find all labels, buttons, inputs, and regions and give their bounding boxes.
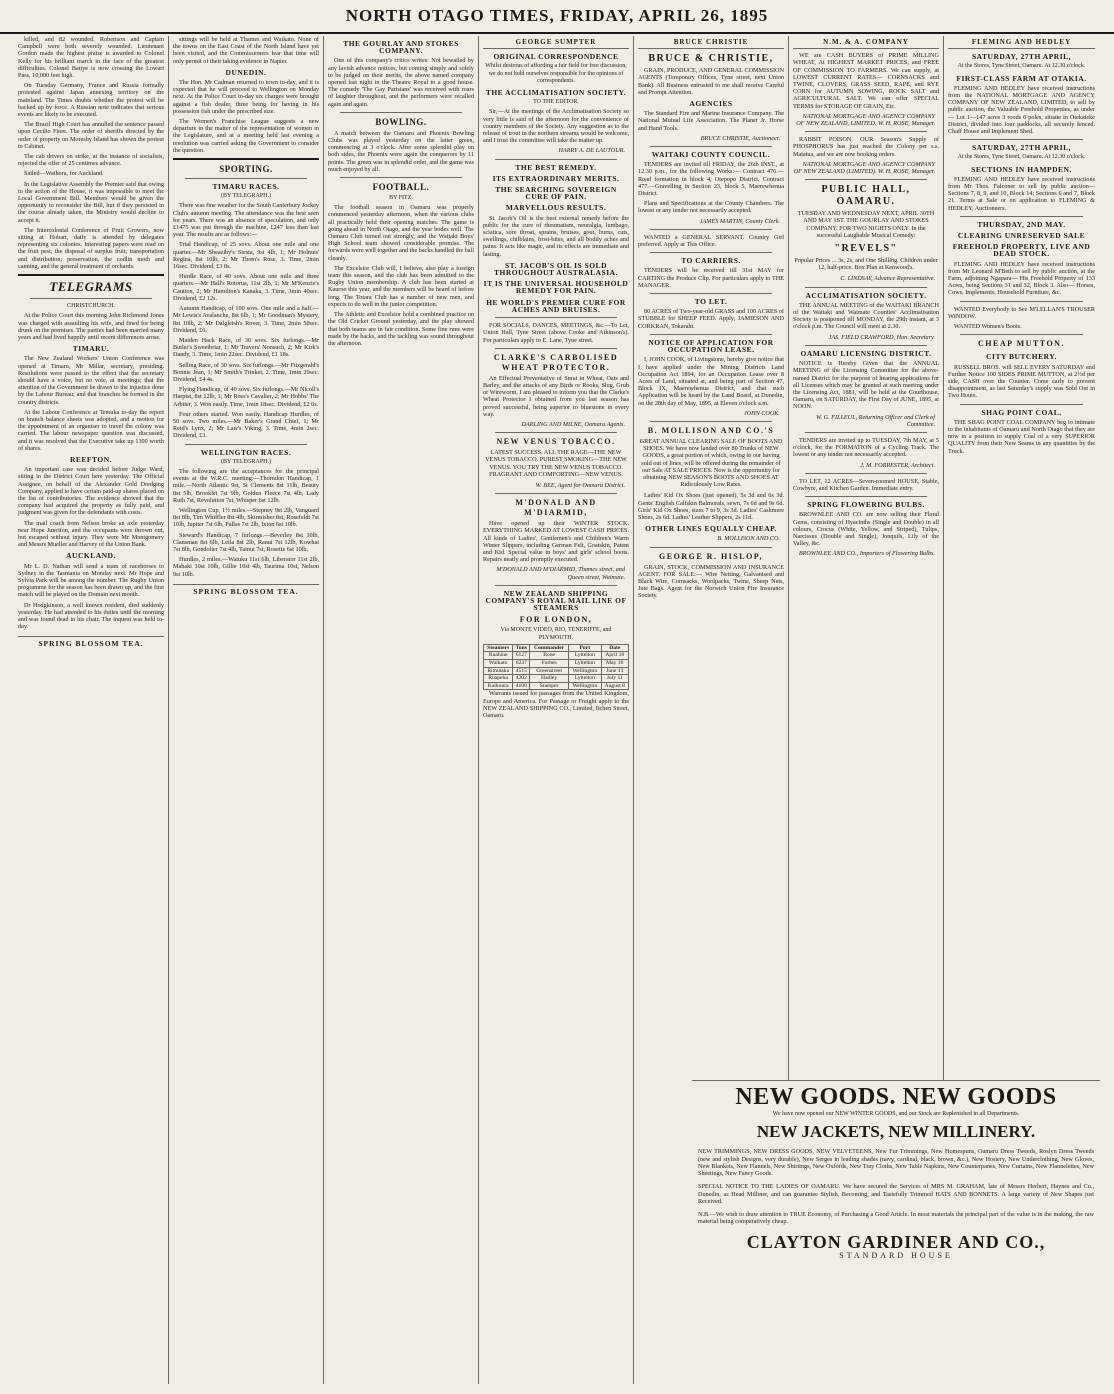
advert-title: FOR LONDON, xyxy=(519,615,593,625)
table-cell: 6237 xyxy=(513,659,530,667)
table-cell: 6127 xyxy=(513,652,530,660)
advert-body: Ladies' Kid Ox Shoes (just opened), 5s 3d and 6s 3d. Gents' English Calfskin Balmorals, sewn, 7s 6d and 9s 6d. Girls' Kid Ox Shoes, sizes 7 to 9, 3s 3d. Ladies' Cashmere Shoes, 2s 6d. Ladies' Leather Slippers, 2s 11d. xyxy=(638,492,784,521)
advert-subheading: At the Stores, Tyne Street, Oamaru. At 12.30 o'clock. xyxy=(957,154,1086,161)
advert-heading: SATURDAY, 27TH APRIL, xyxy=(972,52,1071,62)
article-paragraph: In the Legislative Assembly the Premier said that owing to the action of the House, it was impossible to meet the Local Government Bill. Members would be given the opportunity to reconsider the Bill, but if they persisted in the course already taken, the Ministry would decline to accept it. xyxy=(18,180,164,224)
article-paragraph: An important case was decided before Judge Ward, sitting in the District Court here yesterday. The Official Assignee, on behalf of the Alexander Gold Dredging Company, applied to have certain paid-up shares placed on the list of contributories. The evidence showed that the company had acquired the property as fully paid, and judgment was given for the defendants with costs. xyxy=(18,466,164,517)
advert-heading: THE BEST REMEDY. xyxy=(515,162,597,172)
advert-heading: THURSDAY, 2ND MAY. xyxy=(977,219,1066,229)
advert-body: FLEMING AND HEDLEY have received instructions from Mr Leonard M'Beth to sell by public auction, at the Farm, adjoining Ngapara— His Freehold Property of 133 Acres, being Sections 31 and 32, Block 3. Also— Horses, Cows, Implements, Household Furniture, &c. xyxy=(948,260,1095,297)
acceptances: Steward's Handicap, 7 furlongs.—Beverley 8st 10lb, Clansman 8st 6lb, Leila 8st 2lb, Ranui 7st 12lb, Kowhai 7st 8lb, Gondolier 7st 4lb, Tainui 7st, Rosette 6st 10lb. xyxy=(173,531,319,553)
race-result: Flying Handicap, of 40 sovs. Six furlongs.—Mr Nicoll's Harpist, 8st 12lb, 1; Mr Ross's Cavalier, 2; Mr Hobbs' The Arbiter, 3. Won easily. Time, 1min 18sec. Dividend, £2 6s. xyxy=(173,386,319,408)
divider xyxy=(650,229,772,230)
article-paragraph: Dr Hodgkinson, a well known resident, died suddenly yesterday. He had attended to his duties until the morning and was found dead in his chair. The inquest was held to-day. xyxy=(18,601,164,631)
advert-body: TENDERS will be received till 31st MAY for CARTING the Produce Clip. For particulars apply to THE MANAGER. xyxy=(638,267,784,289)
column-2 xyxy=(169,36,324,1384)
advert-body: N.B.—We wish to draw attention to TRUE Economy, of Purchasing a Good Article. In most materials the principal part of the value is in the making, the raw material being comparatively cheap. xyxy=(698,1211,1094,1226)
table-cell: July 11 xyxy=(601,675,628,683)
divider xyxy=(340,112,462,113)
article-paragraph: Mr L. D. Nathan will send a team of racehorses to Sydney in the Tasmania on Monday next. Mr Hope and Sylvia Park will be among the number. The Rugby Union programme for the season has been drawn up, and the first match will be played on the Domain next month. xyxy=(18,562,164,599)
table-cell: 4100 xyxy=(513,682,530,690)
advert-title: CHEAP MUTTON. xyxy=(978,339,1065,349)
race-result: Autumn Handicap, of 100 sovs. One mile and a half.—Mr Lewis's Avalanche, 8st 6lb, 1; Mr Goodman's Mystery, 8st 10lb, 2; Mr Dalgleish's Rover, 3. Time, 2min 50sec. Dividend, £6. xyxy=(173,305,319,334)
advert-body: WANTED Everybody to See M'LELLAN'S TROUSER WINDOW. xyxy=(948,305,1095,320)
table-cell: May 16 xyxy=(601,659,628,667)
column-3 xyxy=(324,36,479,1384)
dateline: TIMARU. xyxy=(72,344,110,354)
column-1 xyxy=(14,36,169,1384)
advert-body: SPECIAL NOTICE TO THE LADIES OF OAMARU. We have secured the Services of MRS M. GRAHAM, late of Messrs Herbert, Haynes and Co., Dunedin, as Head Milliner, and can guarantee Stylish, Becoming, and Tastefully Trimmed HATS AND BONNETS. A large variety of New Shapes just Received. xyxy=(698,1183,1094,1205)
advert-body: GRAIN, STOCK, COMMISSION AND INSURANCE AGENT. FOR SALE:— Wire Netting, Galvanised and Black Wire, Cornsacks, Woolpacks, Twine, Sheep Nets, Jute Bags. Agent for the Norwich Union Fire Insurance Society. xyxy=(638,563,784,600)
article-paragraph: Sailed—Waihora, for Auckland. xyxy=(24,170,104,178)
signature: J. M. FORRESTER, Architect. xyxy=(860,461,935,469)
divider xyxy=(495,317,617,318)
advert-title: BRUCE & CHRISTIE, xyxy=(648,53,774,65)
advert-heading: TO LET. xyxy=(694,297,728,307)
article-paragraph: The cab drivers on strike, at the instance of socialists, rejected the offer of 25 centimes advance. xyxy=(18,153,164,168)
show-title: "REVELS" xyxy=(834,243,898,255)
advert-title: GEORGE R. HISLOP, xyxy=(659,551,763,561)
signature: DARLING AND MILNE, Oamaru Agents. xyxy=(521,420,625,428)
acceptances: The following are the acceptances for the principal events at the W.R.C. meeting:—Thorndon Handicap, 1 mile.—North Atlantic 9st, St Clements 8st 11lb, Beauty 8st 5lb, Brooklet 7st 9lb, Golden Fleece 7st 4lb, Lady Ruth 7st, Revolution 7st, Whisper 6st 12lb. xyxy=(173,467,319,504)
table-cell: Rimutaka xyxy=(484,667,513,675)
table-cell: Hadley xyxy=(530,675,569,683)
divider xyxy=(650,547,772,548)
advert-heading: AGENCIES xyxy=(689,99,733,109)
advert-heading: OAMARU LICENSING DISTRICT. xyxy=(800,348,932,358)
signature: C. LINDSAY, Advance Representative. xyxy=(840,275,935,283)
advert-heading: IT IS THE UNIVERSAL HOUSEHOLD REMEDY FOR PAIN. xyxy=(483,279,629,296)
article-paragraph: killed, and 82 wounded. Robertson and Captain Campbell were both severely wounded. Lieutenant Gordon made the highest praise is awarded to Colonel Kelly for his brilliant march in the face of the greatest difficulties. Colonel Battye is now crossing the Lowari Pass, 10,000 feet high. xyxy=(18,36,164,80)
advert-heading: SECTIONS IN HAMPDEN. xyxy=(971,164,1072,174)
column-footer-advert: SPRING BLOSSOM TEA. xyxy=(173,584,319,595)
table-cell: Waikato xyxy=(484,659,513,667)
advert-body: TENDERS are invited till FRIDAY, the 26th INST., at 12.30 p.m., for the following Works:— Contract 476.—Road formation in block 4, Otepopo District. Contract 477.—Gravelling in Section 23, block 5, Maerewhenua District. xyxy=(638,161,784,198)
article-heading: THE GOURLAY AND STOKES COMPANY. xyxy=(343,39,459,56)
advert-subheading: Via MONTE VIDEO, RIO, TENERIFFE, and PLYMOUTH. xyxy=(500,627,612,641)
advert-body: THE ANNUAL MEETING of the WAITAKI BRANCH of the Waitaki and Waimate Counties' Acclimatisation Society is postponed till MONDAY, the 29th instant, at 3 o'clock p.m. The Council will meet at 2.30. xyxy=(793,301,939,331)
advert-heading: NOTICE OF APPLICATION FOR OCCUPATION LEASE. xyxy=(648,337,774,355)
advert-body: Popular Prices ... 3s, 2s, and One Shilling. Children under 12, half-price. Box Plan at Kenwood's. xyxy=(794,257,938,272)
dateline: DUNEDIN. xyxy=(225,67,267,77)
column-footer-advert: SPRING BLOSSOM TEA. xyxy=(18,636,164,647)
advert-body: WANTED a GENERAL SERVANT. Country Girl preferred. Apply at This Office. xyxy=(638,233,784,249)
table-cell: June 13 xyxy=(601,667,628,675)
divider xyxy=(18,274,164,276)
column-header: BRUCE CHRISTIE xyxy=(638,36,784,49)
advert-body: GREAT ANNUAL CLEARING SALE OF BOOTS AND SHOES. We have now landed over 80 Trunks of NEW GOODS, a great portion of which, owing to our having sold out of lines, will be offered during the remainder of our Sale AT SALE PRICES. Now is the opportunity for obtaining NEW SEASON'S BOOTS AND SHOES AT Ridiculously Low Rates. xyxy=(639,437,783,489)
acceptances: Hurdles, 2 miles.—Waiuku 11st 6lb, Liberator 11st 2lb, Mahaki 10st 10lb, Gillie 10st 4lb, Taurima 10st, Nelson 9st 10lb. xyxy=(173,556,319,578)
signature: NATIONAL MORTGAGE AND AGENCY COMPANY OF NEW ZEALAND, LIMITED. W. H. ROSE, Manager. xyxy=(796,112,935,128)
dateline: REEFTON. xyxy=(70,454,112,464)
advert-body: RABBIT POISON. OUR Season's Supply of PHOSPHORUS has just reached the Colony per s.s. Matatua, and we are now booking orders. xyxy=(793,136,939,158)
table-cell: Bone xyxy=(530,652,569,660)
advert-body: LATEST SUCCESS. ALL THE RAGE—THE NEW VENUS TOBACCO. PUREST SMOKING—THE NEW VENUS. YOU TRY THE NEW VENUS TOBACCO. FRAGRANT AND COMFORTING—NEW VENUS. xyxy=(485,449,627,478)
advert-title: CLARKE'S CARBOLISED WHEAT PROTECTOR. xyxy=(493,352,619,372)
table-cell: Ruahine xyxy=(484,652,513,660)
signature: B. MOLLISON AND CO. xyxy=(717,535,780,543)
article-heading: FOOTBALL. xyxy=(372,182,430,193)
advert-heading: CLEARING UNRESERVED SALE xyxy=(957,231,1086,241)
article-heading: WELLINGTON RACES. xyxy=(200,447,292,457)
advertiser-subname: STANDARD HOUSE xyxy=(839,1250,953,1260)
advert-heading: FIRST-CLASS FARM AT OTAKIA. xyxy=(956,73,1087,83)
signature: NATIONAL MORTGAGE AND AGENCY COMPANY OF NEW ZEALAND (LIMITED). W. H. ROSE, Manager. xyxy=(793,160,935,176)
signature: BRUCE CHRISTIE, Auctioneer. xyxy=(700,134,780,142)
table-row xyxy=(484,682,629,690)
advert-body: BROWNLEE AND CO. are now selling their Floral Gems, consisting of Hyacinths (Single and Double) in all colours, Crocus (White, Yellow, and Striped), Tulips, Narcissus (Double and Single), Jonquils, Lily of the Valley, &c. xyxy=(793,511,939,548)
divider xyxy=(650,293,772,294)
divider xyxy=(185,178,307,179)
divider xyxy=(805,432,927,433)
divider xyxy=(805,287,927,288)
byline: BY FITZ. xyxy=(389,195,413,202)
advert-heading: WAITAKI COUNTY COUNCIL. xyxy=(651,150,771,160)
signature: W. G. FILLEUL, Returning Officer and Clerk of Committee. xyxy=(815,413,935,428)
article-heading: ORIGINAL CORRESPONDENCE xyxy=(493,52,619,62)
race-result: Hurdle Race, of 40 sovs. About one mile and three quarters.—Mr Hall's Rotorua, 11st 2lb, 1; Mr M'Kenzie's Caution, 2; Mr Hamilton's Kanaka, 3. Time, 3min 40sec. Dividend, £2 12s. xyxy=(173,273,319,302)
article-paragraph: The Intercolonial Conference of Fruit Growers, now sitting at Hobart, daily is attended by delegates representing six colonies. Interesting papers were read on the fruit pest; the disposal of surplus fruit; transportation and distribution; preservation, the codlin moth and canning, and the general treatment of orchards. xyxy=(18,226,164,270)
advert-body: Have opened up their WINTER STOCK. EVERYTHING MARKED AT LOWEST CASH PRICES. All kinds of Ladies', Gentlemen's and Children's Warm Winter Slippers, including German Felt, Goatskin, Patent and Kid. Special value in boys' and girls' school boots. Repairs neatly and promptly executed. xyxy=(483,520,629,564)
signature: W. BEE, Agent for Oamaru District. xyxy=(535,481,625,489)
signature: JOHN COOK. xyxy=(743,409,780,417)
table-header-cell: Tons xyxy=(513,644,530,652)
advert-body: TENDERS are invited up to TUESDAY, 7th MAY, at 5 o'clock, for the FORMATION of a Cycling Track. The lowest or any tender not necessarily accepted. xyxy=(793,436,939,459)
advert-body: FLEMING AND HEDLEY have received instructions from Mr Thos. Falconer to sell by public auction— Sections 7, 8, 9, and 10, Block 14; Sections 6 and 7, Block 21. Terms at Sale or on application to FLEMING & HEDLEY, Auctioneers. xyxy=(948,175,1095,212)
divider xyxy=(650,146,772,147)
divider xyxy=(805,345,927,346)
advert-heading: SHAG POINT COAL. xyxy=(981,407,1062,417)
editorial-note: Whilst desirous of affording a fair field for free discussion, we do not hold ourselves responsible for the opinions of correspondents. xyxy=(485,63,627,84)
divider xyxy=(173,158,319,160)
advert-body: WE are CASH BUYERS of PRIME MILLING WHEAT, At HIGHEST MARKET PRICES, and FREE OF COMMISSION TO FARMERS. We can supply, at LOWEST CURRENT RATES— CORNSACKS and TWINE, CLOVERS, GRASS SEED, RAPE, and RYE CORN for AUTUMN SOWING, ROCK SALT and AGRICULTURAL SALT. We can offer SPECIAL TERMS for STORAGE OF GRAIN, Etc. xyxy=(793,52,939,110)
advert-title: PUBLIC HALL, OAMARU. xyxy=(821,184,911,208)
divider xyxy=(340,177,462,178)
advert-heading: TO CARRIERS. xyxy=(681,256,741,266)
table-cell: Lyttelton xyxy=(569,652,602,660)
divider xyxy=(960,139,1083,140)
table-cell: Wellington xyxy=(569,682,602,690)
table-cell: Wellington xyxy=(569,667,602,675)
advert-heading: SPRING FLOWERING BULBS. xyxy=(807,500,925,510)
table-row xyxy=(484,675,629,683)
advert-banner: NEW JACKETS, NEW MILLINERY. xyxy=(756,1122,1036,1142)
advert-title: M'DONALD AND M'DIARMID, xyxy=(515,498,597,518)
divider xyxy=(960,301,1083,302)
table-cell: August 8 xyxy=(601,682,628,690)
advert-body: WANTED Women's Boots. xyxy=(954,323,1022,331)
divider xyxy=(650,421,772,422)
advert-body: I, JOHN COOK, of Livingstone, hereby give notice that I have applied under the Mining Districts Land Occupation Act 1894, for an Occupation Lease over 8 Acres of Land, situated at, and being part of Section 47, Block IX, Maerewhenua District, and that such Application will be heard by the Land Board, at Dunedin, on the 28th day of May, 1895, at Eleven o'clock a.m. xyxy=(638,356,784,407)
article-paragraph: At the Police Court this morning John Richmond Jones was charged with assaulting his wife, and fined for being drunk on the premises. The parties had been married many years and had lived happily until recent differences arose. xyxy=(18,312,164,341)
advert-body: GRAIN, PRODUCE, AND GENERAL COMMISSION AGENTS (Temporary Offices, Tyne street, next Union Bank). All Business entrusted to me shall receive Careful and Prompt Attention. xyxy=(638,67,784,96)
table-cell: April 18 xyxy=(601,652,628,660)
advert-body: TUESDAY AND WEDNESDAY NEXT, APRIL 30TH AND MAY 1ST. THE GOURLAY AND STOKES COMPANY. FOR TWO NIGHTS ONLY. In the successful Laughable Musical Comedy: xyxy=(797,210,935,239)
divider xyxy=(495,585,617,586)
article-paragraph: The mail coach from Nelson broke an axle yesterday near Hope Junction, and the occupants were thrown out, but escaped without injury. They were Mr Montgomery and Messrs Mueller and Harvey of the Union Bank. xyxy=(18,519,164,549)
divider xyxy=(495,348,617,349)
table-cell: Kaikoura xyxy=(484,682,513,690)
column-header: GEORGE SUMPTER xyxy=(483,36,629,49)
table-cell: Lyttelton xyxy=(569,659,602,667)
divider xyxy=(495,493,617,494)
article-paragraph: The New Zealand Workers' Union Conference was opened at Timaru, Mr Millar, secretary, presiding. Resolutions were passed to the effect that the secretary should have a voice, but no vote, at meetings; that the attention of the Government be drawn to the injustice done by the Labour Bureau; and that branches be formed in the country districts. xyxy=(18,355,164,406)
masthead: NORTH OTAGO TIMES, FRIDAY, APRIL 26, 1895 xyxy=(0,0,1114,34)
table-header-row xyxy=(484,644,629,652)
section-heading-sporting: SPORTING. xyxy=(219,164,273,175)
article-paragraph: On Tuesday Germany, France and Russia formally protested against Japan annexing territory on the mainland. The Times doubts whether the protest will be backed up by force. A Russian note indicates that serious events are likely to be executed. xyxy=(18,82,164,119)
divider xyxy=(805,473,927,474)
divider xyxy=(30,298,152,299)
advert-body: FLEMING AND HEDLEY have received instructions from the NATIONAL MORTGAGE AND AGENCY COMPANY OF NEW ZEALAND, LIMITED, to sell by public auction, the Valuable Freehold Properties, as under— Lot 1—147 acres 3 roods 6 poles, situate in Otekaieke District, divided into four paddocks, all securely fenced. Chaff House and Implement Shed. xyxy=(948,84,1095,136)
advert-body: TO LET, 12 ACRES—Seven-roomed HOUSE, Stable, Cowbyre, and Kitchen Garden. Immediate entry. xyxy=(793,477,939,492)
advert-body: RUSSELL BROS. will SELL EVERY SATURDAY and Further Notice 100 SIDES PRIME MUTTON, at 2½d per side, CASH over the Counter. Come early to prevent disappointment, as last Saturday's supply was Sold Out in Two Hours. xyxy=(948,363,1095,400)
article-subheading: (BY TELEGRAPH.) xyxy=(221,193,271,200)
advert-heading: ACCLIMATISATION SOCIETY. xyxy=(805,290,927,300)
article-paragraph: There was fine weather for the South Canterbury Jockey Club's autumn meeting. The attendance was the best seen for years. There was an absence of speculation, and only £1475 was put through the machine, £247 less than last year. The results are as follows:— xyxy=(173,202,319,239)
article-subheading: (BY TELEGRAPH.) xyxy=(221,458,271,465)
advertiser-name: CLAYTON GARDINER AND CO., xyxy=(746,1231,1046,1252)
advert-title: B. MOLLISON AND CO.'S xyxy=(647,425,775,435)
article-subheading: TO THE EDITOR. xyxy=(533,99,579,106)
advert-heading: ST. JACOB'S OIL IS SOLD THROUGHOUT AUSTRALASIA. xyxy=(494,260,618,278)
table-header-cell: Port xyxy=(569,644,602,652)
signature: JAMES MARTIN, County Clerk. xyxy=(699,217,780,225)
advert-body: The Standard Fire and Marine Insurance Company. The National Mutual Life Association. The Planet Jr. Horse and Hand Tools. xyxy=(638,110,784,132)
advert-heading: ITS EXTRAORDINARY MERITS. xyxy=(492,173,620,183)
article-paragraph: The Athletic and Excelsior hold a combined practice on the Old Cricket Ground yesterday, and the play showed that both teams are in fair condition. Some fine runs were made by the backs, and the tackling was sound throughout the afternoon. xyxy=(328,311,474,347)
table-cell: Forbes xyxy=(530,659,569,667)
wide-advert-new-goods xyxy=(692,1080,1100,1384)
divider xyxy=(495,159,617,160)
section-heading-telegrams: TELEGRAMS xyxy=(49,279,133,295)
divider xyxy=(805,179,927,180)
article-paragraph: sittings will be held at Thames and Waikato. None of the towns on the East Coast of the North Island have yet been visited, and the Commissioners fear that time will only permit of their taking evidence in Napier. xyxy=(173,36,319,65)
table-header-cell: Steamers xyxy=(484,644,513,652)
table-header-cell: Commander xyxy=(530,644,569,652)
advert-title: NEW VENUS TOBACCO. xyxy=(496,437,616,447)
advert-banner: NEW GOODS. NEW GOODS xyxy=(735,1084,1057,1110)
advert-heading: MARVELLOUS RESULTS. xyxy=(505,203,607,213)
article-paragraph: The Excelsior Club will, I believe, also play a foreign team this season, and the club has been admitted to the Rugby Union membership. A club has been started at Kauroo this year, and the members will be heard of before long. The Totara Club has a number of new men, and expects to do well in the junior competition. xyxy=(328,264,474,308)
acceptances: Wellington Cup, 1½ miles.—Stepney 9st 2lb, Vanguard 8st 8lb, Tim Whiffler 8st 4lb, Skirmisher 8st, Rosefeldt 7st 10lb, Jupiter 7st 6lb, Pallas 7st 2lb, Ixion 6st 10lb. xyxy=(173,506,319,529)
article-paragraph: The Brazil High Court has annulled the sentence passed upon Cecilio Fiore. The order of sheriffs directed by the order of property on Moresby Island has shown the protest to Cabinet. xyxy=(18,121,164,150)
article-paragraph: A match between the Oamaru and Phoenix Bowling Clubs was played yesterday on the latter green, commencing at 3 o'clock. After some splendid play on both sides, the Phoenix were again the conquerors by 11 points. The green was in splendid order, and the game was much enjoyed by all. xyxy=(328,129,474,173)
divider xyxy=(650,334,772,335)
advert-body: FOR SOCIALS, DANCES, MEETINGS, &c.—To Let, Union Hall, Tyne Street (above Cooke and Atkinson's). For particulars apply to E. Lane, Tyne street. xyxy=(483,322,629,344)
advert-heading: CITY BUTCHERY. xyxy=(986,352,1057,362)
advert-body: NEW TRIMMINGS, NEW DRESS GOODS, NEW VELVETEENS, New Fur Trimmings, New Homespuns, Oamaru Dress Tweeds, Roslyn Dress Tweeds (new and stylish Designs, very durable), New Serges in leading shades (navy, cardinal, black, brown, &c.), New Hosiery, New Underclothing, New Gloves, New Blankets, New Flannels, New Shirtings, New Oxfords, New Tray Cloths, New Table Napkins, New Counterpanes, New Curtains, New Flannelettes, New Sheetings, New Fancy Goods. xyxy=(698,1148,1094,1177)
advert-body: NOTICE is Hereby Given that the ANNUAL MEETING of the Licensing Committee for the above-named District for the purpose of hearing applications for all Licenses which may be granted at such meeting under the Licensing Act, 1881, will be held at the Courthouse, Oamaru, on SATURDAY, the First Day of JUNE, 1895, at NOON. xyxy=(793,360,939,411)
table-cell: 4202 xyxy=(513,675,530,683)
advert-body: 80 ACRES of Two-year-old GRASS and 100 ACRES of STUBBLE for SHEEP FEED. Apply, JAMIESON AND CORKRAN, Tokarahi. xyxy=(638,308,784,330)
race-result: Maiden Hack Race, of 30 sovs. Six furlongs.—Mr Butler's Sweetbriar, 1; Mr Travers' Nonsuch, 2; Mr Kirk's Dandy, 3. Time, 1min 22sec. Dividend, £1 18s. xyxy=(173,336,319,359)
shipping-table xyxy=(483,644,629,691)
table-cell: Lyttelton xyxy=(569,675,602,683)
article-heading: THE ACCLIMATISATION SOCIETY. xyxy=(485,88,627,98)
divider xyxy=(960,216,1083,217)
article-paragraph: The Women's Franchise League suggests a new departure in the matter of the representation of women in the Legislature, and at a meeting held last evening a resolution was carried asking the Government to consider the question. xyxy=(173,118,319,154)
advert-heading: OTHER LINES EQUALLY CHEAP. xyxy=(645,524,777,534)
race-result: Trial Handicap, of 25 sovs. About one mile and one quarter.—Mr Sheaziby's Siesta, 9st 4lb, 1; Mr Holmes' Regina, 8st 10lb, 2; Mr Thom's Rose, 3. Time, 2min 16sec. Dividend, £3 8s. xyxy=(173,241,319,271)
advert-heading: THE SEARCHING SOVEREIGN CURE OF PAIN. xyxy=(495,185,617,202)
article-paragraph: The football season in Oamaru was properly commenced yesterday afternoon, when the various clubs all practically held their opening matches. The game is going ahead in North Otago, and the year bodes well. The Oamaru Club turned out strongly, and the Waitaki Boys' High School team showed considerable promise. The forwards were well together and the backs handled the ball cleanly. xyxy=(328,204,474,262)
divider xyxy=(805,496,927,497)
dateline: CHRISTCHURCH. xyxy=(67,303,115,310)
signature: M'DONALD AND M'DIARMID, Thames street, and Queen street, Waimate. xyxy=(496,566,625,581)
table-cell: Stamper xyxy=(530,682,569,690)
signature: JAS. FIELD CRAWFORD, Hon. Secretary. xyxy=(828,333,935,341)
column-4 xyxy=(479,36,634,1384)
divider xyxy=(805,131,927,132)
divider xyxy=(960,404,1083,405)
article-heading: BOWLING. xyxy=(375,116,427,127)
advert-subheading: We have now opened our NEW WINTER GOODS, and our Stock are Replenished in all Departments. xyxy=(772,1111,1020,1117)
divider xyxy=(495,432,617,433)
column-header: N.M. & A. COMPANY xyxy=(793,36,939,49)
divider xyxy=(185,444,307,445)
article-heading: TIMARU RACES. xyxy=(212,182,280,192)
advert-heading: SATURDAY, 27TH APRIL, xyxy=(972,143,1071,153)
divider xyxy=(650,252,772,253)
divider xyxy=(960,334,1083,335)
table-header-cell: Date xyxy=(601,644,628,652)
advert-heading: HE WORLD'S PREMIER CURE FOR ACHES AND BRUISES. xyxy=(486,297,626,314)
race-result: Selling Race, of 30 sovs. Six furlongs.—Mr Fitzgerald's Bonnie Jean, 1; Mr Smith's Trinket, 2. Time, 1min 20sec. Dividend, £4 4s. xyxy=(173,361,319,383)
table-row xyxy=(484,667,629,675)
column-header: FLEMING AND HEDLEY xyxy=(948,36,1095,49)
table-row xyxy=(484,652,629,660)
article-paragraph: One of this company's critics writes: Not bewailed by any lavish advance notices, but coming simply and solely to be judged on their merits, the above named company opened last night in the Theatre Royal to a good house. The comedy 'The Gay Parisians' was received with roars of laughter throughout, and the performers were recalled again and again. xyxy=(328,57,474,108)
advert-body: Plans and Specifications at the County Chambers. The lowest or any tender not necessarily accepted. xyxy=(638,200,784,215)
advert-subheading: At the Stores, Tyne Street, Oamaru. At 12.30 o'clock. xyxy=(957,63,1086,70)
article-paragraph: The Hon. Mr Cadman returned to town to-day, and it is expected that he will proceed to Wellington on Monday next. At the Police Court to-day six charges were brought against a fish dealer, three being for having in his possession fish under the prescribed size. xyxy=(173,79,319,115)
advert-body: St. Jacob's Oil is the best external remedy before the public for the cure of rheumatism, neuralgia, lumbago, sciatica, sore throat, sprains, bruises, gout, burns, cuts, swellings, chilblains, frost-bites, and all bodily aches and pains. It acts like magic, and its effects are immediate and lasting. xyxy=(483,214,629,258)
advert-body: Warrants issued for passages from the United Kingdom, Europe and America. For Passage or Freight apply to the NEW ZEALAND SHIPPING CO., Limited, Itchen Street, Oamaru. xyxy=(483,690,629,719)
advert-heading: NEW ZEALAND SHIPPING COMPANY'S ROYAL MAIL LINE OF STEAMERS xyxy=(485,588,627,613)
table-cell: Ruapehu xyxy=(484,675,513,683)
table-cell: Greenstreet xyxy=(530,667,569,675)
signature: HARRY A. DE LAUTOUR. xyxy=(558,147,625,155)
letter-body: Sir,—At the meetings of the Acclimatisation Society so very little is said of the afternoon for the convenience of country members of the Society. Any suggestion as to the release of trout in the northern streams would be welcome, and I trust the committee will take the matter up. xyxy=(483,108,629,145)
dateline: AUCKLAND. xyxy=(66,551,116,561)
race-result: Four others started. Won easily. Handicap Hurdles, of 50 sovs. Two miles.—Mr Baker's Grand Chief, 1; Mr Reid's Lynx, 2; Mr Law's Viking, 3. Time, 4min 2sec. Dividend, £3. xyxy=(173,410,319,440)
table-cell: 4515 xyxy=(513,667,530,675)
article-paragraph: At the Labour Conference at Temuka to-day the report on branch balance sheets was adopted, and a motion for the appointment of an organiser to travel the colony was carried. The labour newspaper question was discussed, and it was resolved that the Executive take up 1300 worth of shares. xyxy=(18,408,164,452)
signature: BROWNLEE AND CO., Importers of Flowering Bulbs. xyxy=(798,550,935,558)
advert-heading: FREEHOLD PROPERTY, LIVE AND DEAD STOCK. xyxy=(952,242,1091,259)
advert-body: THE SHAG POINT COAL COMPANY beg to intimate to the inhabitants of Oamaru and North Otago that they are now in a position to supply Coal of a very SUPERIOR QUALITY from their New Seams in any quantities by the Truck. xyxy=(948,418,1095,455)
table-row xyxy=(484,659,629,667)
advert-body: An Effectual Preventative of Smut in Wheat, Oats and Barley, and the attacks of any Birds or Rooks, Slug, Grub or Wireworm. I am pleased to inform you that the Clarke's Wheat Protector I obtained from you last season has proved successful, being superior to bluestone in every way. xyxy=(483,374,629,418)
